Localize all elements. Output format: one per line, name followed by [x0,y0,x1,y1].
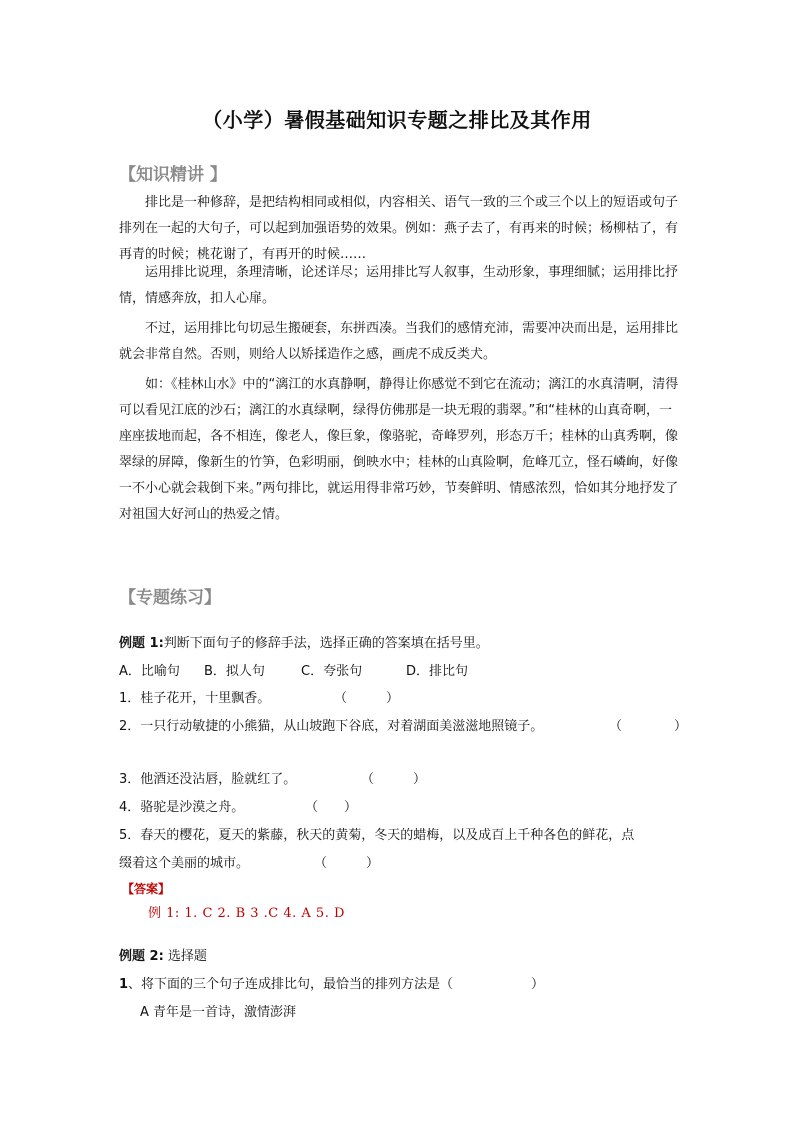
example1-prompt: 判断下面句子的修辞手法，选择正确的答案填在括号里。 [163,636,489,651]
question-3-text: 3．他酒还没沾唇，脸就红了。 [119,772,297,787]
answer-text: 例 1: 1. C 2. B 3 .C 4. A 5. D [148,906,345,921]
section-heading-knowledge: 【知识精讲 】 [119,165,227,185]
example1-options [119,660,468,679]
question-4-text: 4．骆驼是沙漠之舟。 [119,800,245,815]
question-3-blank: （ ） [361,772,427,787]
example1-label: 例题 1: [119,636,164,651]
answer-label: 【答案】 [122,882,171,896]
example2-q1-number: 1 [119,977,129,992]
paragraph-definition: 排比是一种修辞，是把结构相同或相似，内容相关、语气一致的三个或三个以上的短语或句子排列在一起的大句子，可以起到加强语势的效果。例如：燕子去了，有再来的时候；杨柳枯了，有再青的时候；桃花谢了，有再开的时候…… [119,195,679,262]
option-d: D．排比句 [406,664,469,679]
paragraph-usage: 运用排比说理，条理清晰，论述详尽；运用排比写人叙事，生动形象，事理细腻；运用排比抒情，情感奔放，扣人心扉。 [119,265,679,306]
question-5-blank: （ ） [314,856,380,871]
question-1-text: 1．桂子花开，十里飘香。 [119,691,271,706]
question-2-blank: （ ） [609,719,688,734]
example2-label: 例题 2: [119,949,164,964]
question-1 [119,687,399,706]
question-2-text: 2．一只行动敏捷的小熊猫，从山坡跑下谷底，对着湖面美滋滋地照镜子。 [119,719,544,734]
question-1-blank: （ ） [334,691,400,706]
question-5-line1: 5．春天的樱花，夏天的紫藤，秋天的黄菊，冬天的蜡梅，以及成百上千种各色的鲜花，点 [119,828,635,843]
option-b: B．拟人句 [204,664,265,679]
example2-q1-text: 、将下面的三个句子连成排比句，最恰当的排列方法是（ ） [128,977,545,992]
paragraph-example: 如：《桂林山水》中的“漓江的水真静啊，静得让你感觉不到它在流动；漓江的水真清啊，清得可以看见江底的沙石；漓江的水真绿啊，绿得仿佛那是一块无瑕的翡翠。”和“桂林的山真奇啊，一座座拔地而起，各不相连，像老人，像巨象，像骆驼，奇峰罗列，形态万千；桂林的山真秀啊，像翠绿的屏障，像新生的竹笋，色彩明丽，倒映水中；桂林的山真险啊，危峰兀立，怪石嶙峋，好像一不小心就会栽倒下来。”两句排比，就运用得非常巧妙，节奏鲜明、情感浓烈，恰如其分地抒发了对祖国大好河山的热爱之情。 [119,377,679,522]
example2-prompt: 选择题 [167,949,207,964]
question-3 [119,768,426,787]
section-heading-practice: 【专题练习】 [119,588,221,608]
page-title: （小学）暑假基础知识专题之排比及其作用 [202,108,592,132]
example2-question-1 [119,973,544,992]
example2-option-a: A 青年是一首诗，激情澎湃 [140,1005,297,1020]
paragraph-caution: 不过，运用排比句切忌生搬硬套，东拼西凑。当我们的感情充沛，需要冲决而出是，运用排比就会非常自然。否则，则给人以矫揉造作之感，画虎不成反类犬。 [119,321,679,362]
option-c: C．夸张句 [301,664,363,679]
example1-header [119,632,489,651]
question-4-blank: （ ） [305,800,358,815]
question-5-line2 [119,852,379,871]
question-4 [119,796,357,815]
option-a: A．比喻句 [119,664,180,679]
example2-header [119,945,207,964]
question-2 [119,715,687,734]
question-5-text: 缀着这个美丽的城市。 [119,856,250,871]
